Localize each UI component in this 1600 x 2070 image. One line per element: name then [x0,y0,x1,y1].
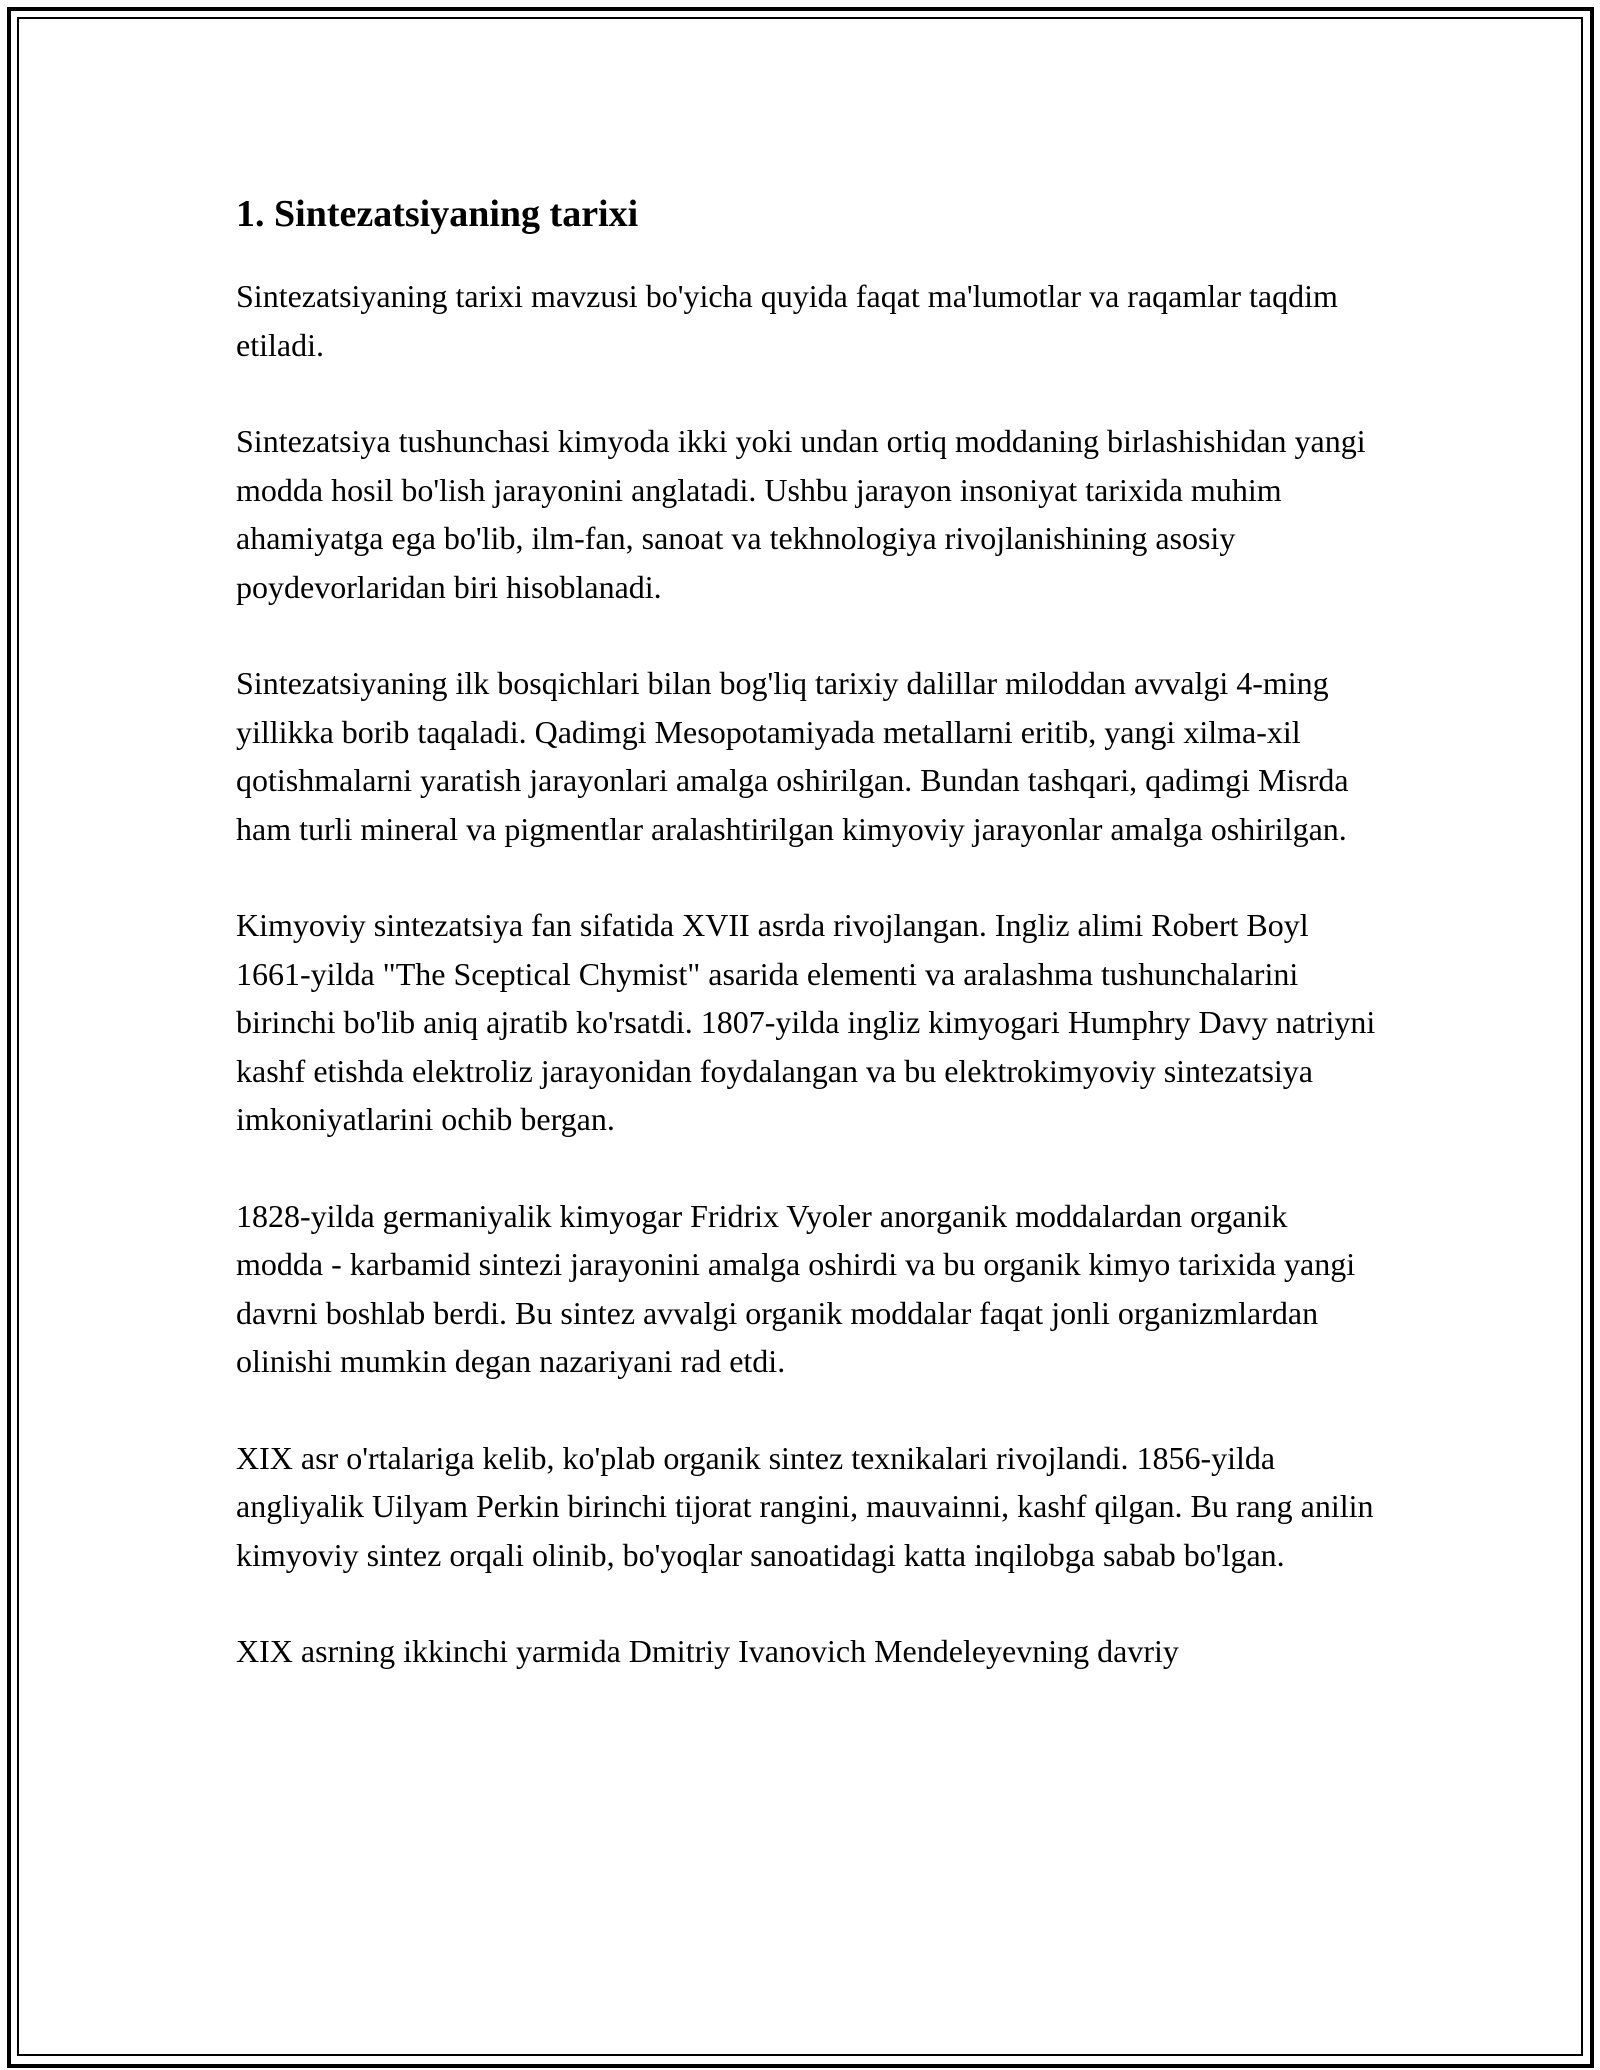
paragraph-mendeleev: XIX asrning ikkinchi yarmida Dmitriy Ivanovich Mendeleyevning davriy [236,1633,1179,1669]
paragraph-ancient-history: Sintezatsiyaning ilk bosqichlari bilan bog'liq tarixiy dalillar miloddan avvalgi 4-ming yillikka borib taqaladi. Qadimgi Mesopotamiyada metallarni eritib, yangi xilma-xil qotishmalarni yaratish jarayonlari amalga oshirilgan. Bundan tashqari, qadimgi Misrda ham turli mineral va pigmentlar aralashtirilgan kimyoviy jarayonlar amalga oshirilgan. [236,665,1349,847]
paragraph-17th-century: Kimyoviy sintezatsiya fan sifatida XVII asrda rivojlangan. Ingliz alimi Robert Boyl 1661-yilda "The Sceptical Chymist" asarida elementi va aralashma tushunchalarini birinchi bo'lib aniq ajratib ko'rsatdi. 1807-yilda ingliz kimyogari Humphry Davy natriyni kashf etishda elektroliz jarayonidan foydalangan va bu elektrokimyoviy sintezatsiya imkoniyatlarini ochib bergan. [236,907,1376,1137]
paragraph-intro: Sintezatsiyaning tarixi mavzusi bo'yicha quyida faqat ma'lumotlar va raqamlar taqdim etiladi. [236,278,1338,363]
paragraph-definition: Sintezatsiya tushunchasi kimyoda ikki yoki undan ortiq moddaning birlashishidan yangi modda hosil bo'lish jarayonini anglatadi. Ushbu jarayon insoniyat tarixida muhim ahamiyatga ega bo'lib, ilm-fan, sanoat va tekhnologiya rivojlanishining asosiy poydevorlaridan biri hisoblanadi. [236,423,1366,605]
section-title: 1. Sintezatsiyaning tarixi [236,193,639,235]
paragraph-urea-synthesis: 1828-yilda germaniyalik kimyogar Fridrix Vyoler anorganik moddalardan organik modda - karbamid sintezi jarayonini amalga oshirdi va bu organik kimyo tarixida yangi davrni boshlab berdi. Bu sintez avvalgi organik moddalar faqat jonli organizmlardan olinishi mumkin degan nazariyani rad etdi. [236,1197,1356,1379]
document-body [236,188,1376,1724]
paragraph-19th-century: XIX asr o'rtalariga kelib, ko'plab organik sintez texnikalari rivojlandi. 1856-yilda angliyalik Uilyam Perkin birinchi tijorat rangini, mauvainni, kashf qilgan. Bu rang anilin kimyoviy sintez orqali olinib, bo'yoqlar sanoatidagi katta inqilobga sabab bo'lgan. [236,1439,1374,1573]
